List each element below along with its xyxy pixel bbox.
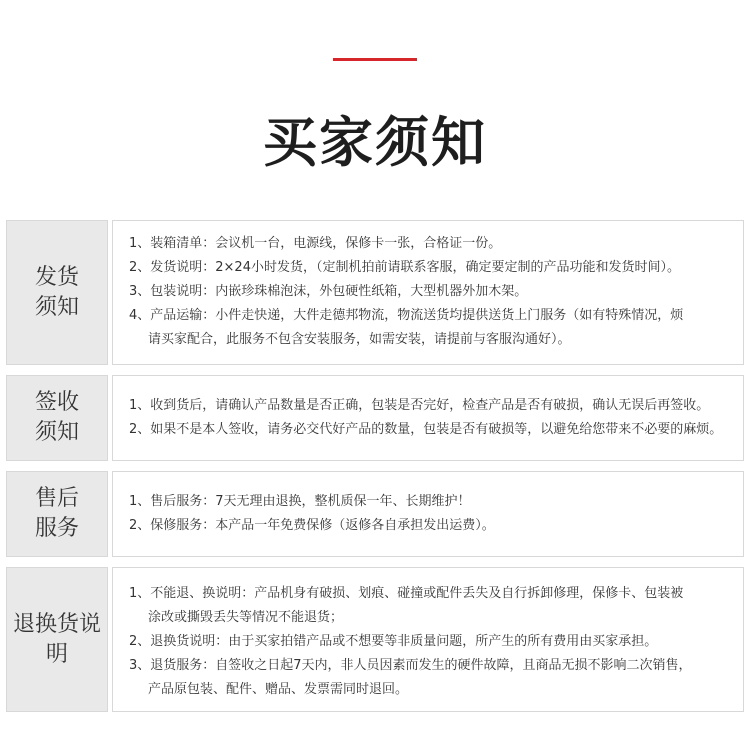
page-title: 买家须知 (263, 111, 487, 174)
list-item: 3、退货服务：自签收之日起7天内，非人员因素而发生的硬件故障，且商品无损不影响二次销售， 产品原包装、配件、赠品、发票需同时退回。 (129, 658, 692, 697)
list-item: 2、如果不是本人签收，请务必交代好产品的数量，包装是否有破损等，以避免给您带来不必要的麻烦。 (129, 422, 723, 437)
list-item: 2、发货说明：2×24小时发货，（定制机拍前请联系客服，确定要定制的产品功能和发货时间）。 (129, 260, 680, 275)
section-label: 签收须知 (6, 375, 108, 461)
section-label: 发货须知 (6, 220, 108, 365)
list-item: 1、不能退、换说明：产品机身有破损、划痕、碰撞或配件丢失及自行拆卸修理，保修卡、包装被 涂改或撕毁丢失等情况不能退货； (129, 586, 684, 625)
section-receipt (6, 375, 744, 461)
section-content (112, 220, 744, 365)
section-returns (6, 567, 744, 712)
title-accent-bar (333, 58, 417, 61)
list-item: 2、退换货说明：由于买家拍错产品或不想要等非质量问题，所产生的所有费用由买家承担。 (129, 634, 658, 649)
list-item: 2、保修服务：本产品一年免费保修（返修各自承担发出运费）。 (129, 518, 495, 533)
section-content (112, 471, 744, 557)
section-label: 退换货说明 (6, 567, 108, 712)
section-content (112, 567, 744, 712)
list-item: 1、售后服务：7天无理由退换，整机质保一年、长期维护！ (129, 494, 471, 509)
list-item: 1、装箱清单：会议机一台，电源线，保修卡一张，合格证一份。 (129, 236, 502, 251)
list-item: 3、包装说明：内嵌珍珠棉泡沫，外包硬性纸箱，大型机器外加木架。 (129, 284, 528, 299)
list-item: 1、收到货后，请确认产品数量是否正确，包装是否完好，检查产品是否有破损，确认无误后再签收。 (129, 398, 710, 413)
list-item: 4、产品运输：小件走快递，大件走德邦物流，物流送货均提供送货上门服务（如有特殊情况，烦 请买家配合，此服务不包含安装服务，如需安装，请提前与客服沟通好）。 (129, 308, 684, 347)
section-content (112, 375, 744, 461)
section-label: 售后服务 (6, 471, 108, 557)
section-shipping (6, 220, 744, 365)
section-after-sales (6, 471, 744, 557)
